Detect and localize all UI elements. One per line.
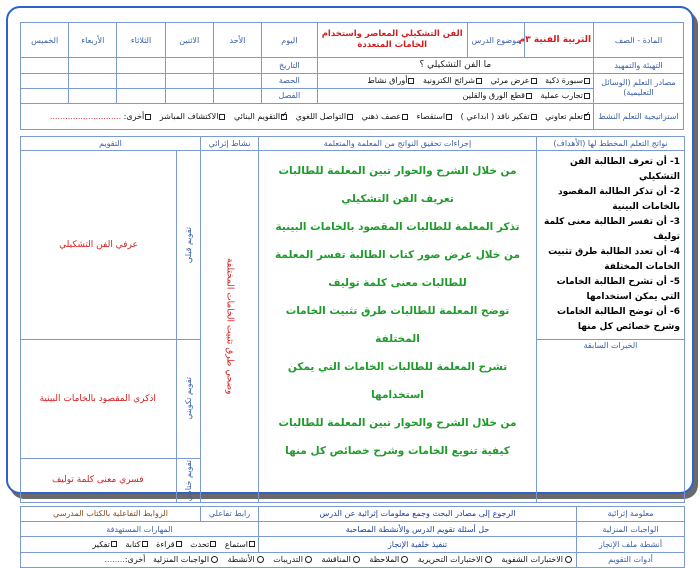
strategies-label: استراتيجية التعلم النشط bbox=[594, 104, 684, 130]
day-monday: الاثنين bbox=[165, 23, 213, 58]
eval-text-3: فسري معنى كلمة توليف bbox=[20, 458, 176, 502]
objective-6: 6- أن توضح الطالبة الخامات وشرح خصائص كل منها bbox=[557, 307, 680, 332]
day-sunday: الأحد bbox=[213, 23, 261, 58]
checkbox-visual[interactable] bbox=[531, 78, 537, 84]
checkbox-language[interactable] bbox=[347, 114, 353, 120]
resources-row-1: سبورة ذكية عرض مرئي شرائح الكترونية أوراق نشاط bbox=[317, 73, 593, 88]
evaluation-header: التقويم bbox=[21, 137, 201, 151]
objective-1: 1- أن تعرف الطالبة الفن التشكيلي bbox=[570, 157, 680, 182]
eval-type-1-cell bbox=[177, 151, 201, 340]
radio-observation[interactable] bbox=[401, 556, 408, 563]
procedure-2: تذكر المعلمة للطالبات المقصود بالخامات البينية bbox=[275, 221, 520, 233]
checkbox-cooperative[interactable] bbox=[584, 114, 590, 120]
enrichment-value: الرجوع إلى مصادر البحث وجمع معلومات إثرائية عن الدرس bbox=[259, 506, 577, 521]
lesson-plan bbox=[20, 22, 684, 565]
radio-activities[interactable] bbox=[257, 556, 264, 563]
checkbox-brainstorm[interactable] bbox=[402, 114, 408, 120]
procedures-cell bbox=[259, 151, 537, 503]
checkbox-inquiry[interactable] bbox=[446, 114, 452, 120]
checkbox-worksheets[interactable] bbox=[408, 78, 414, 84]
prior-knowledge-label: الخبرات السابقة bbox=[583, 341, 638, 350]
interactive-link-label: رابط تفاعلي bbox=[201, 506, 259, 521]
resources-row-2: تجارب عملية قطع الورق والقلين bbox=[317, 88, 593, 103]
radio-exercises[interactable] bbox=[305, 556, 312, 563]
objective-3: 3- أن تفسر الطالبة معنى كلمة توليف bbox=[543, 217, 680, 242]
eval-text-1: عرفي الفن التشكيلي bbox=[21, 151, 177, 340]
eval-type-1: تقويم قبلي bbox=[184, 226, 193, 264]
homework-label: الواجبات المنزلية bbox=[577, 522, 685, 537]
radio-discussion[interactable] bbox=[353, 556, 360, 563]
objectives-cell bbox=[537, 151, 685, 340]
checkbox-listening[interactable] bbox=[249, 541, 255, 547]
tools-label: أدوات التقويم bbox=[577, 552, 685, 567]
checkbox-speaking[interactable] bbox=[210, 541, 216, 547]
day-wednesday: الأربعاء bbox=[69, 23, 117, 58]
checkbox-formative[interactable] bbox=[281, 114, 287, 120]
skills-row: استماع تحدث قراءة كتابة تفكير bbox=[21, 537, 259, 552]
radio-written-tests[interactable] bbox=[485, 556, 492, 563]
enrichment-label: معلومة إثرائية bbox=[577, 506, 685, 521]
activity-cell bbox=[201, 151, 259, 503]
skills-label: المهارات المستهدفة bbox=[21, 522, 259, 537]
objective-2: 2- أن تذكر الطالبة المقصود بالخامات البينية bbox=[558, 187, 680, 212]
subject-value: التربية الفنية ۳م bbox=[525, 23, 594, 58]
homework-value: حل أسئلة تقويم الدرس والأنشطة المصاحبة bbox=[259, 522, 577, 537]
checkbox-smartboard[interactable] bbox=[584, 78, 590, 84]
intro-value: ما الفن التشكيلي ؟ bbox=[317, 58, 593, 73]
activity-text: وضحي طرق تثبيت الخامات المختلفة bbox=[224, 258, 235, 395]
class-label: الفصل bbox=[262, 88, 318, 103]
procedure-5: تشرح المعلمة للطالبات الخامات التي يمكن استخدامها bbox=[287, 361, 508, 401]
interactive-link-value[interactable]: الروابط التفاعلية بالكتاب المدرسي bbox=[21, 506, 201, 521]
checkbox-reading[interactable] bbox=[176, 541, 182, 547]
checkbox-other[interactable] bbox=[145, 114, 151, 120]
eval-lower-cell bbox=[21, 340, 201, 503]
activity-header: نشاط إثرائي bbox=[201, 137, 259, 151]
portfolio-value: تنفيذ خلفية الإنجاز bbox=[259, 537, 577, 552]
checkbox-writing[interactable] bbox=[142, 541, 148, 547]
date-label: التاريخ bbox=[262, 58, 318, 73]
procedures-header: إجراءات تحقيق النواتج من المعلمة والمتعلمة bbox=[259, 137, 537, 151]
resources-label: مصادر التعلم (الوسائل التعليمية) bbox=[594, 73, 684, 104]
procedure-3: من خلال عرض صور كتاب الطالبة تفسر المعلمة للطالبات معنى كلمة توليف bbox=[275, 249, 520, 289]
radio-oral-tests[interactable] bbox=[565, 556, 572, 563]
lesson-label: موضوع الدرس bbox=[467, 23, 525, 58]
lesson-plan-frame bbox=[6, 6, 694, 565]
subject-label: المادة - الصف bbox=[594, 23, 684, 58]
procedure-1: من خلال الشرح والحوار تبين المعلمة للطالبات تعريف الفن التشكيلي bbox=[278, 165, 517, 205]
portfolio-label: أنشطة ملف الإنجاز bbox=[577, 537, 685, 552]
eval-type-3: تقويم ختامي bbox=[183, 459, 193, 501]
checkbox-thinking[interactable] bbox=[111, 541, 117, 547]
bottom-table bbox=[20, 506, 685, 568]
checkbox-experiments[interactable] bbox=[584, 93, 590, 99]
intro-label: التهيئة والتمهيد bbox=[594, 58, 684, 73]
objective-4: 4- أن تعدد الطالبة طرق تثبيت الخامات المختلفة bbox=[548, 247, 680, 272]
objective-5: 5- أن تشرح الطالبة الخامات التي يمكن استخدامها bbox=[556, 277, 680, 302]
eval-type-2: تقويم تكويني bbox=[183, 377, 193, 421]
period-label: الحصة bbox=[262, 73, 318, 88]
day-thursday: الخميس bbox=[21, 23, 69, 58]
main-table bbox=[20, 136, 685, 503]
checkbox-critical[interactable] bbox=[531, 114, 537, 120]
checkbox-discovery[interactable] bbox=[219, 114, 225, 120]
header-table bbox=[20, 22, 684, 130]
tools-row: الاختبارات الشفوية الاختبارات التحريرية الملاحظة المناقشة التدريبات الأنشطة الواجبات المنزلية أخرى:........ bbox=[21, 552, 577, 567]
prior-knowledge-cell bbox=[537, 340, 685, 503]
procedure-4: توضح المعلمة للطالبات طرق تثبيت الخامات المختلفة bbox=[285, 305, 510, 345]
checkbox-paper-pieces[interactable] bbox=[526, 93, 532, 99]
objectives-header: نواتج التعلم المخطط لها (الأهداف) bbox=[537, 137, 685, 151]
radio-homework[interactable] bbox=[211, 556, 218, 563]
day-label: اليوم bbox=[262, 23, 318, 58]
procedure-6: من خلال الشرح والحوار تبين المعلمة للطالبات كيفية تنويع الخامات وشرح خصائص كل منها bbox=[278, 417, 517, 457]
lesson-value: الفن التشكيلي المعاصر واستخدام الخامات المتعددة bbox=[317, 23, 467, 58]
checkbox-slides[interactable] bbox=[476, 78, 482, 84]
strategies-row: ✓تعلم تعاوني تفكير ناقد ( ابداعي ) استقصاء عصف ذهني التواصل اللغوي ✓التقويم البنائي الاكتشاف المباشر أخرى: ............................ bbox=[21, 104, 594, 130]
day-tuesday: الثلاثاء bbox=[117, 23, 165, 58]
eval-text-2: اذكري المقصود بالخامات البينية bbox=[20, 340, 176, 458]
